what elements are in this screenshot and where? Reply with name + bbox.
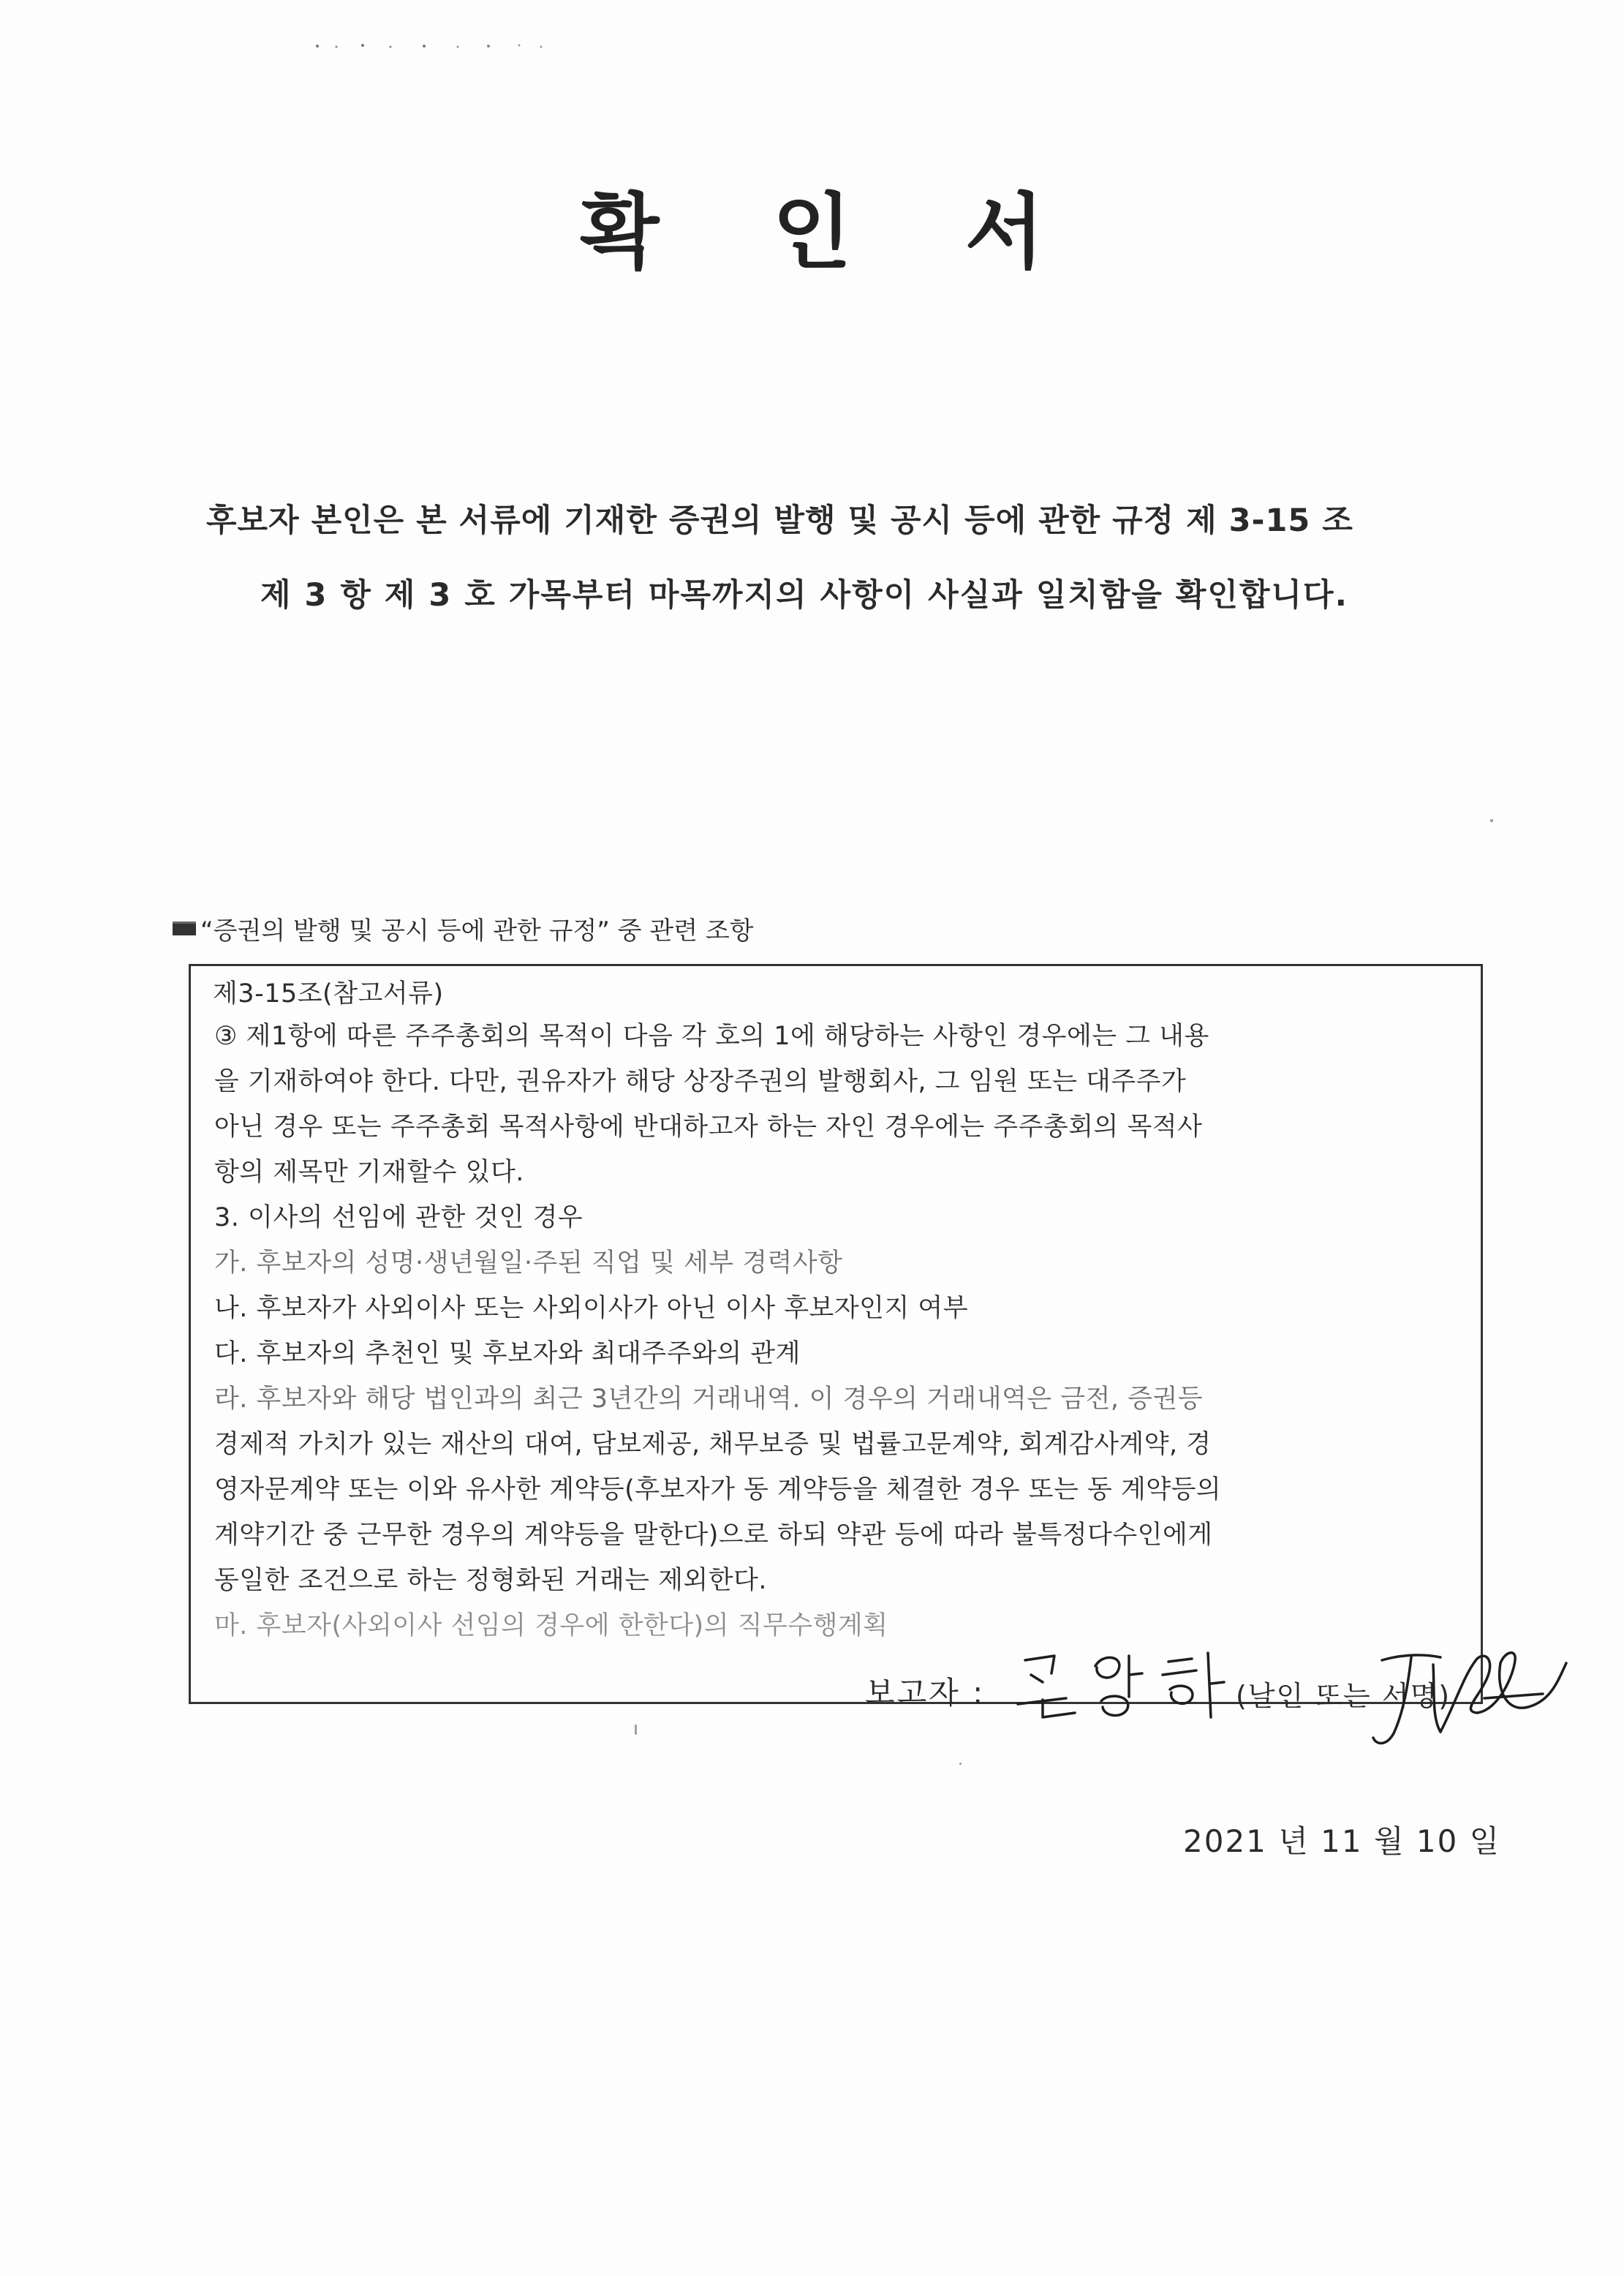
article-line: 계약기간 중 근무한 경우의 계약등을 말한다)으로 하되 약관 등에 따라 불특정다수인에게 [214,1521,1213,1550]
article-line: 항의 제목만 기재할수 있다. [214,1158,524,1187]
article-line: 아닌 경우 또는 주주총회 목적사항에 반대하고자 하는 자인 경우에는 주주총회의 목적사 [214,1112,1203,1142]
seal-note: (날인 또는 서명) [1236,1680,1451,1712]
article-line: 라. 후보자와 해당 법인과의 최근 3년간의 거래내역. 이 경우의 거래내역은 금전, 증권등 [214,1384,1204,1414]
article-line: 영자문계약 또는 이와 유사한 계약등(후보자가 동 계약등을 체결한 경우 또는 동 계약등의 [214,1475,1222,1504]
scan-noise [314,41,548,51]
scan-speck [959,1763,962,1765]
article-line: 다. 후보자의 추천인 및 후보자와 최대주주와의 관계 [214,1339,801,1368]
reference-heading [173,911,754,946]
article-line: 가. 후보자의 성명·생년월일·주된 직업 및 세부 경력사항 [214,1248,843,1278]
reference-heading-text: “증권의 발행 및 공시 등에 관한 규정” 중 관련 조항 [200,916,754,946]
document-date: 2021 년 11 월 10 일 [1183,1823,1501,1859]
article-line: 나. 후보자가 사외이사 또는 사외이사가 아닌 이사 후보자인지 여부 [214,1294,969,1323]
confirmation-statement-line-2: 제 3 항 제 3 호 가목부터 마목까지의 사항이 사실과 일치함을 확인합니다. [260,577,1348,614]
article-line: 동일한 조건으로 하는 정형화된 거래는 제외한다. [214,1566,767,1595]
reference-article-box [189,964,1483,1704]
article-line: ③ 제1항에 따른 주주총회의 목적이 다음 각 호의 1에 해당하는 사항인 경우에는 그 내용 [214,1022,1209,1051]
article-line: 마. 후보자(사외이사 선임의 경우에 한한다)의 직무수행계획 [214,1611,888,1640]
article-line: 3. 이사의 선임에 관한 것인 경우 [214,1203,583,1232]
handwritten-signature [972,1631,1572,1755]
article-title: 제3-15조(참고서류) [213,979,444,1009]
confirmation-statement-line-1: 후보자 본인은 본 서류에 기재한 증권의 발행 및 공시 등에 관한 규정 제 3-15 조 [206,502,1353,539]
article-line: 경제적 가치가 있는 재산의 대여, 담보제공, 채무보증 및 법률고문계약, 회계감사계약, 경 [214,1430,1212,1459]
article-line: 을 기재하여야 한다. 다만, 권유자가 해당 상장주권의 발행회사, 그 임원 또는 대주주가 [214,1067,1187,1096]
document-title: 확 인 서 [580,184,1087,280]
reporter-label: 보고자 : [865,1675,986,1711]
scan-speck [1490,819,1493,822]
scan-speck [635,1725,637,1735]
square-bullet-icon [173,922,196,935]
